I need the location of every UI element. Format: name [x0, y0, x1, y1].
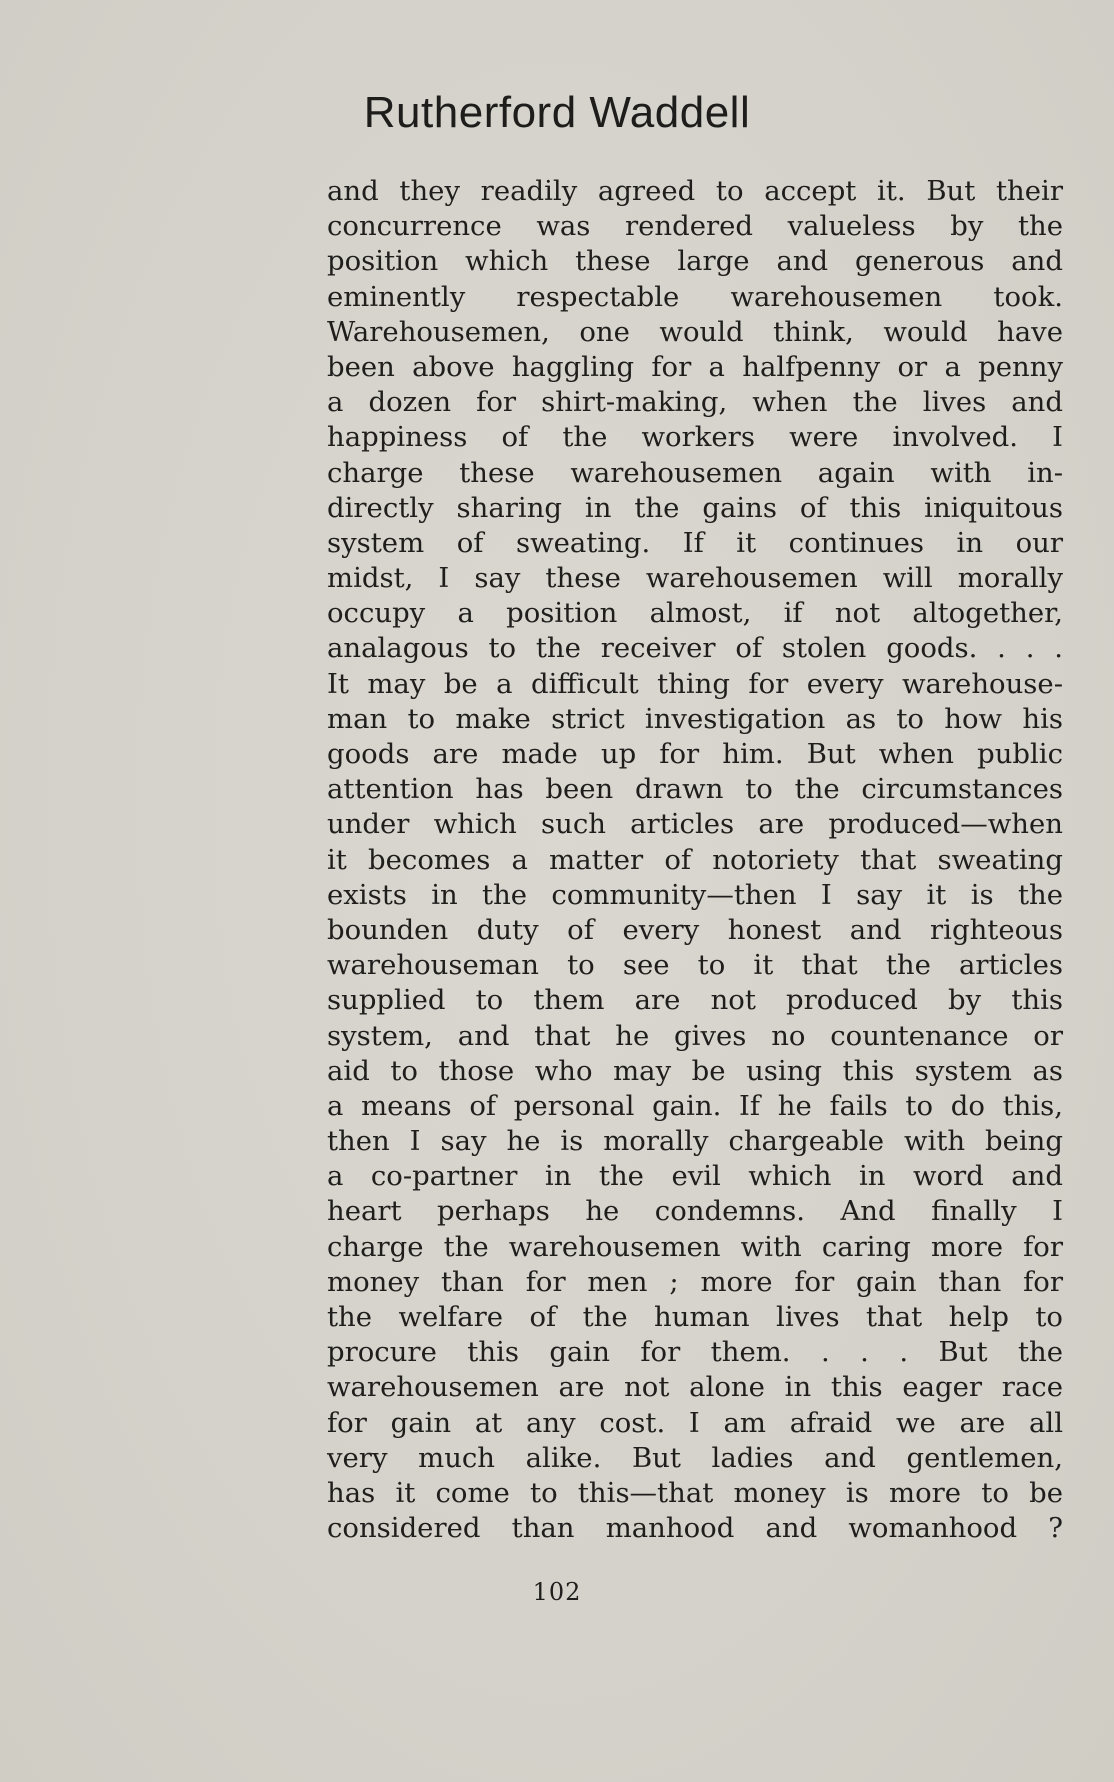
- text-line: directly sharing in the gains of this iniquitous: [327, 491, 1063, 524]
- text-line: warehouseman to see to it that the articles: [327, 949, 1063, 982]
- text-line: concurrence was rendered valueless by the: [327, 210, 1063, 243]
- text-line: then I say he is morally chargeable with being: [327, 1125, 1063, 1158]
- text-line: heart perhaps he condemns. And finally I: [327, 1195, 1063, 1228]
- text-line: a dozen for shirt-making, when the lives and: [327, 386, 1063, 419]
- page-number: 102: [532, 1578, 582, 1606]
- text-line: It may be a difficult thing for every warehouse-: [327, 667, 1063, 700]
- text-line: exists in the community—then I say it is the: [327, 878, 1063, 911]
- text-line: Warehousemen, one would think, would have: [327, 315, 1063, 348]
- text-line: aid to those who may be using this system as: [327, 1054, 1063, 1087]
- text-line: it becomes a matter of notoriety that sweating: [327, 843, 1063, 876]
- body-text: [327, 174, 1063, 1546]
- text-line: charge the warehousemen with caring more for: [327, 1230, 1063, 1263]
- text-line: eminently respectable warehousemen took.: [327, 280, 1063, 313]
- text-line: very much alike. But ladies and gentlemen,: [327, 1441, 1063, 1474]
- text-line: a co-partner in the evil which in word and: [327, 1160, 1063, 1193]
- text-line: bounden duty of every honest and righteous: [327, 913, 1063, 946]
- text-line: a means of personal gain. If he fails to do this,: [327, 1089, 1063, 1122]
- text-line: happiness of the workers were involved. I: [327, 421, 1063, 454]
- text-line: occupy a position almost, if not altogether,: [327, 597, 1063, 630]
- text-line: procure this gain for them. . . . But the: [327, 1336, 1063, 1369]
- text-line: system, and that he gives no countenance or: [327, 1019, 1063, 1052]
- text-line: considered than manhood and womanhood ?: [327, 1512, 1063, 1545]
- running-head: Rutherford Waddell: [363, 88, 751, 137]
- text-line: the welfare of the human lives that help to: [327, 1301, 1063, 1333]
- text-line: goods are made up for him. But when public: [327, 738, 1063, 770]
- text-line: and they readily agreed to accept it. But their: [327, 175, 1063, 207]
- text-line: under which such articles are produced—when: [327, 808, 1063, 841]
- text-line: man to make strict investigation as to how his: [327, 702, 1063, 735]
- text-line: position which these large and generous and: [327, 245, 1063, 278]
- text-line: midst, I say these warehousemen will morally: [327, 562, 1063, 595]
- text-line: warehousemen are not alone in this eager race: [327, 1371, 1063, 1404]
- text-line: supplied to them are not produced by this: [327, 984, 1063, 1017]
- text-line: has it come to this—that money is more to be: [327, 1476, 1063, 1509]
- text-line: system of sweating. If it continues in our: [327, 526, 1063, 559]
- text-line: for gain at any cost. I am afraid we are all: [327, 1406, 1063, 1439]
- text-line: attention has been drawn to the circumstances: [327, 773, 1063, 806]
- text-line: been above haggling for a halfpenny or a penny: [327, 350, 1063, 383]
- text-line: charge these warehousemen again with in-: [327, 456, 1063, 489]
- text-line: money than for men ; more for gain than for: [327, 1265, 1063, 1298]
- text-line: analagous to the receiver of stolen goods. . . .: [327, 632, 1063, 665]
